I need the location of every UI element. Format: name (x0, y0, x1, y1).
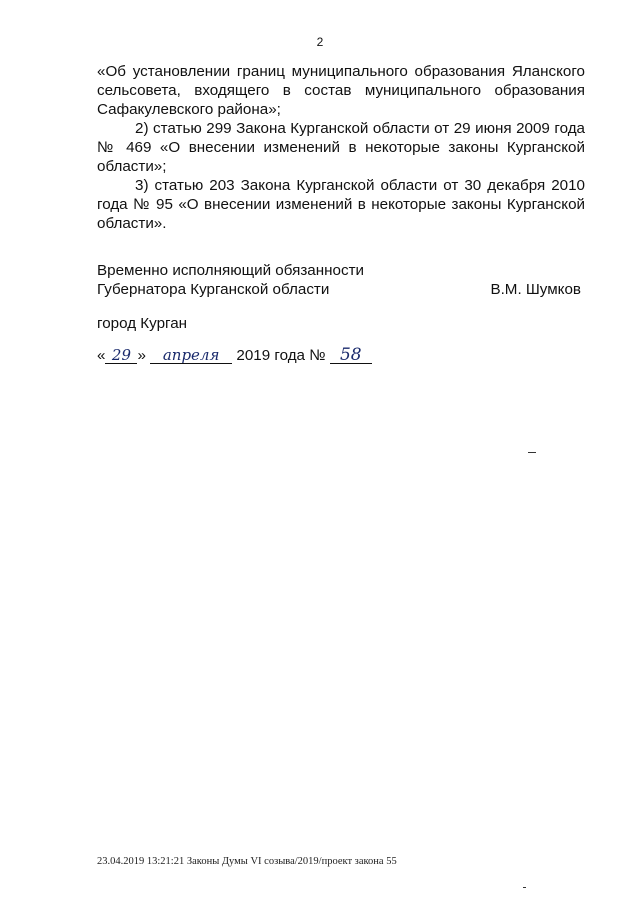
stray-mark-bottom (523, 887, 526, 888)
date-open-quote: « (97, 347, 106, 364)
page-number: 2 (316, 35, 324, 49)
date-close-quote: » (137, 347, 146, 364)
document-footer: 23.04.2019 13:21:21 Законы Думы VI созыва/2019/проект закона 55 (97, 856, 397, 867)
handwritten-month: апреля (150, 347, 232, 364)
city-line: город Курган (97, 315, 188, 332)
date-year-text: 2019 года № (236, 347, 326, 364)
signatory-name: В.М. Шумков (490, 281, 581, 298)
handwritten-number: 58 (330, 347, 372, 364)
signatory-position-line1: Временно исполняющий обязанности (97, 262, 365, 279)
paragraph-item-2: 2) статью 299 Закона Курганской области от 29 июня 2009 года № 469 «О внесении изменений в некоторые законы Курганской области»; (97, 120, 585, 175)
paragraph-law-title: «Об установлении границ муниципального образования Яланского сельсовета, входящего в состав муниципального образования Сафакулевского района»; (97, 63, 585, 118)
signature-block (97, 261, 585, 299)
signatory-position-line2: Губернатора Курганской области (97, 281, 330, 298)
document-body (97, 62, 585, 233)
date-line (97, 345, 372, 367)
signatory-row (97, 280, 585, 299)
handwritten-day: 29 (105, 347, 137, 364)
paragraph-item-3: 3) статью 203 Закона Курганской области от 30 декабря 2010 года № 95 «О внесении изменений в некоторые законы Курганской области». (97, 177, 585, 232)
stray-mark (528, 452, 536, 453)
